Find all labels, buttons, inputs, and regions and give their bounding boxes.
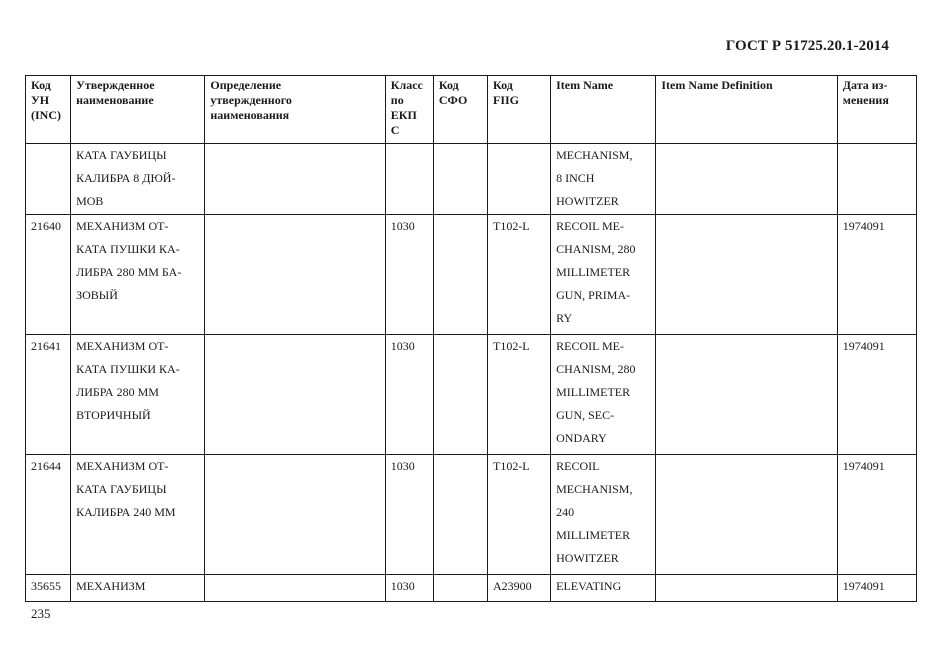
cell-definition	[205, 335, 385, 455]
cell-text-line: 240	[556, 505, 575, 519]
header-text-line: утвержденного	[210, 93, 292, 107]
header-code-inc	[26, 76, 71, 144]
cell-code-inc: 21640	[26, 215, 71, 335]
cell-change-date: 1974091	[837, 215, 916, 335]
cell-item-name	[551, 335, 656, 455]
cell-text-line: МОВ	[76, 194, 104, 208]
cell-item-name	[551, 215, 656, 335]
cell-text-line: ЗОВЫЙ	[76, 288, 118, 302]
table-row	[26, 144, 917, 215]
cell-approved-name	[71, 144, 205, 215]
cell-change-date: 1974091	[837, 335, 916, 455]
cell-text-line: GUN, PRIMA-	[556, 288, 631, 302]
cell-code-fiig: T102-L	[487, 335, 550, 455]
cell-code-inc: 21644	[26, 455, 71, 575]
cell-text-line: RECOIL ME-	[556, 339, 625, 353]
header-text-line: наименования	[210, 108, 290, 122]
header-text-line: FIIG	[492, 93, 519, 107]
cell-text-line: MILLIMETER	[556, 528, 631, 542]
header-text-line: СФО	[438, 93, 468, 107]
header-text-line: (INC)	[31, 108, 61, 122]
header-text-line: Класс	[390, 78, 423, 92]
cell-text-line: МЕХАНИЗМ	[76, 579, 146, 593]
cell-class-ekps: 1030	[385, 215, 433, 335]
header-change-date	[837, 76, 916, 144]
cell-text-line: ЛИБРА 280 ММ	[76, 385, 159, 399]
cell-text-line: MILLIMETER	[556, 265, 631, 279]
table-row	[26, 215, 917, 335]
header-code-fiig	[487, 76, 550, 144]
cell-text-line: МЕХАНИЗМ ОТ-	[76, 219, 169, 233]
cell-text-line: МЕХАНИЗМ ОТ-	[76, 459, 169, 473]
cell-definition	[205, 575, 385, 602]
cell-definition	[205, 455, 385, 575]
cell-item-name	[551, 455, 656, 575]
cell-code-inc	[26, 144, 71, 215]
cell-class-ekps: 1030	[385, 455, 433, 575]
table-row	[26, 335, 917, 455]
cell-code-inc: 35655	[26, 575, 71, 602]
cell-text-line: RY	[556, 311, 573, 325]
cell-text-line: КАТА ГАУБИЦЫ	[76, 482, 167, 496]
cell-code-sfo	[433, 144, 487, 215]
cell-code-sfo	[433, 215, 487, 335]
cell-change-date: 1974091	[837, 575, 916, 602]
cell-text-line: КАТА ПУШКИ КА-	[76, 362, 180, 376]
cell-text-line: 8 INCH	[556, 171, 595, 185]
cell-text-line: КАЛИБРА 240 ММ	[76, 505, 176, 519]
cell-item-name-definition	[656, 335, 837, 455]
cell-text-line: HOWITZER	[556, 194, 619, 208]
cell-code-sfo	[433, 335, 487, 455]
cell-text-line: MECHANISM,	[556, 482, 633, 496]
header-class-ekps	[385, 76, 433, 144]
cell-change-date	[837, 144, 916, 215]
table-header-row	[26, 76, 917, 144]
header-item-name	[551, 76, 656, 144]
cell-text-line: RECOIL ME-	[556, 219, 625, 233]
header-definition	[205, 76, 385, 144]
header-text-line: наименование	[76, 93, 154, 107]
cell-text-line: CHANISM, 280	[556, 362, 636, 376]
cell-approved-name	[71, 215, 205, 335]
cell-code-fiig: T102-L	[487, 455, 550, 575]
header-text-line: Item Name Definition	[661, 78, 773, 92]
cell-text-line: МЕХАНИЗМ ОТ-	[76, 339, 169, 353]
header-text-line: Код	[31, 78, 51, 92]
header-text-line: Item Name	[556, 78, 614, 92]
cell-approved-name	[71, 575, 205, 602]
header-text-line: Код	[438, 78, 459, 92]
header-text-line: С	[390, 123, 400, 137]
cell-text-line: ONDARY	[556, 431, 607, 445]
cell-class-ekps: 1030	[385, 575, 433, 602]
cell-approved-name	[71, 335, 205, 455]
cell-approved-name	[71, 455, 205, 575]
cell-code-fiig: T102-L	[487, 215, 550, 335]
header-approved-name	[71, 76, 205, 144]
cell-text-line: ЛИБРА 280 ММ БА-	[76, 265, 182, 279]
cell-code-fiig: A23900	[487, 575, 550, 602]
cell-class-ekps	[385, 144, 433, 215]
cell-item-name	[551, 575, 656, 602]
cell-item-name-definition	[656, 215, 837, 335]
cell-definition	[205, 215, 385, 335]
header-text-line: Утвержденное	[76, 78, 155, 92]
document-standard-number: ГОСТ Р 51725.20.1-2014	[725, 38, 889, 54]
table-row	[26, 455, 917, 575]
cell-text-line: MILLIMETER	[556, 385, 631, 399]
table-row	[26, 575, 917, 602]
header-code-sfo	[433, 76, 487, 144]
cell-code-sfo	[433, 455, 487, 575]
cell-text-line: MECHANISM,	[556, 148, 633, 162]
header-text-line: Дата из-	[842, 78, 888, 92]
table-body	[26, 144, 917, 602]
header-text-line: ЕКП	[390, 108, 417, 122]
cell-text-line: GUN, SEC-	[556, 408, 615, 422]
header-text-line: Код	[492, 78, 513, 92]
cell-text-line: КАТА ПУШКИ КА-	[76, 242, 180, 256]
cell-code-inc: 21641	[26, 335, 71, 455]
cell-text-line: КАТА ГАУБИЦЫ	[76, 148, 167, 162]
cell-class-ekps: 1030	[385, 335, 433, 455]
page-number: 235	[31, 606, 51, 621]
cell-text-line: CHANISM, 280	[556, 242, 636, 256]
header-text-line: Определение	[210, 78, 282, 92]
cell-change-date: 1974091	[837, 455, 916, 575]
cell-item-name	[551, 144, 656, 215]
cell-item-name-definition	[656, 575, 837, 602]
header-item-name-definition	[656, 76, 837, 144]
header-text-line: по	[390, 93, 404, 107]
cell-code-fiig	[487, 144, 550, 215]
cell-code-sfo	[433, 575, 487, 602]
cell-item-name-definition	[656, 144, 837, 215]
header-text-line: менения	[842, 93, 889, 107]
cell-text-line: HOWITZER	[556, 551, 619, 565]
cell-text-line: ВТОРИЧНЫЙ	[76, 408, 151, 422]
header-text-line: УН	[31, 93, 50, 107]
cell-item-name-definition	[656, 455, 837, 575]
cell-definition	[205, 144, 385, 215]
cell-text-line: ELEVATING	[556, 579, 622, 593]
cell-text-line: RECOIL	[556, 459, 600, 473]
cell-text-line: КАЛИБРА 8 ДЮЙ-	[76, 171, 176, 185]
catalog-table	[25, 75, 917, 602]
